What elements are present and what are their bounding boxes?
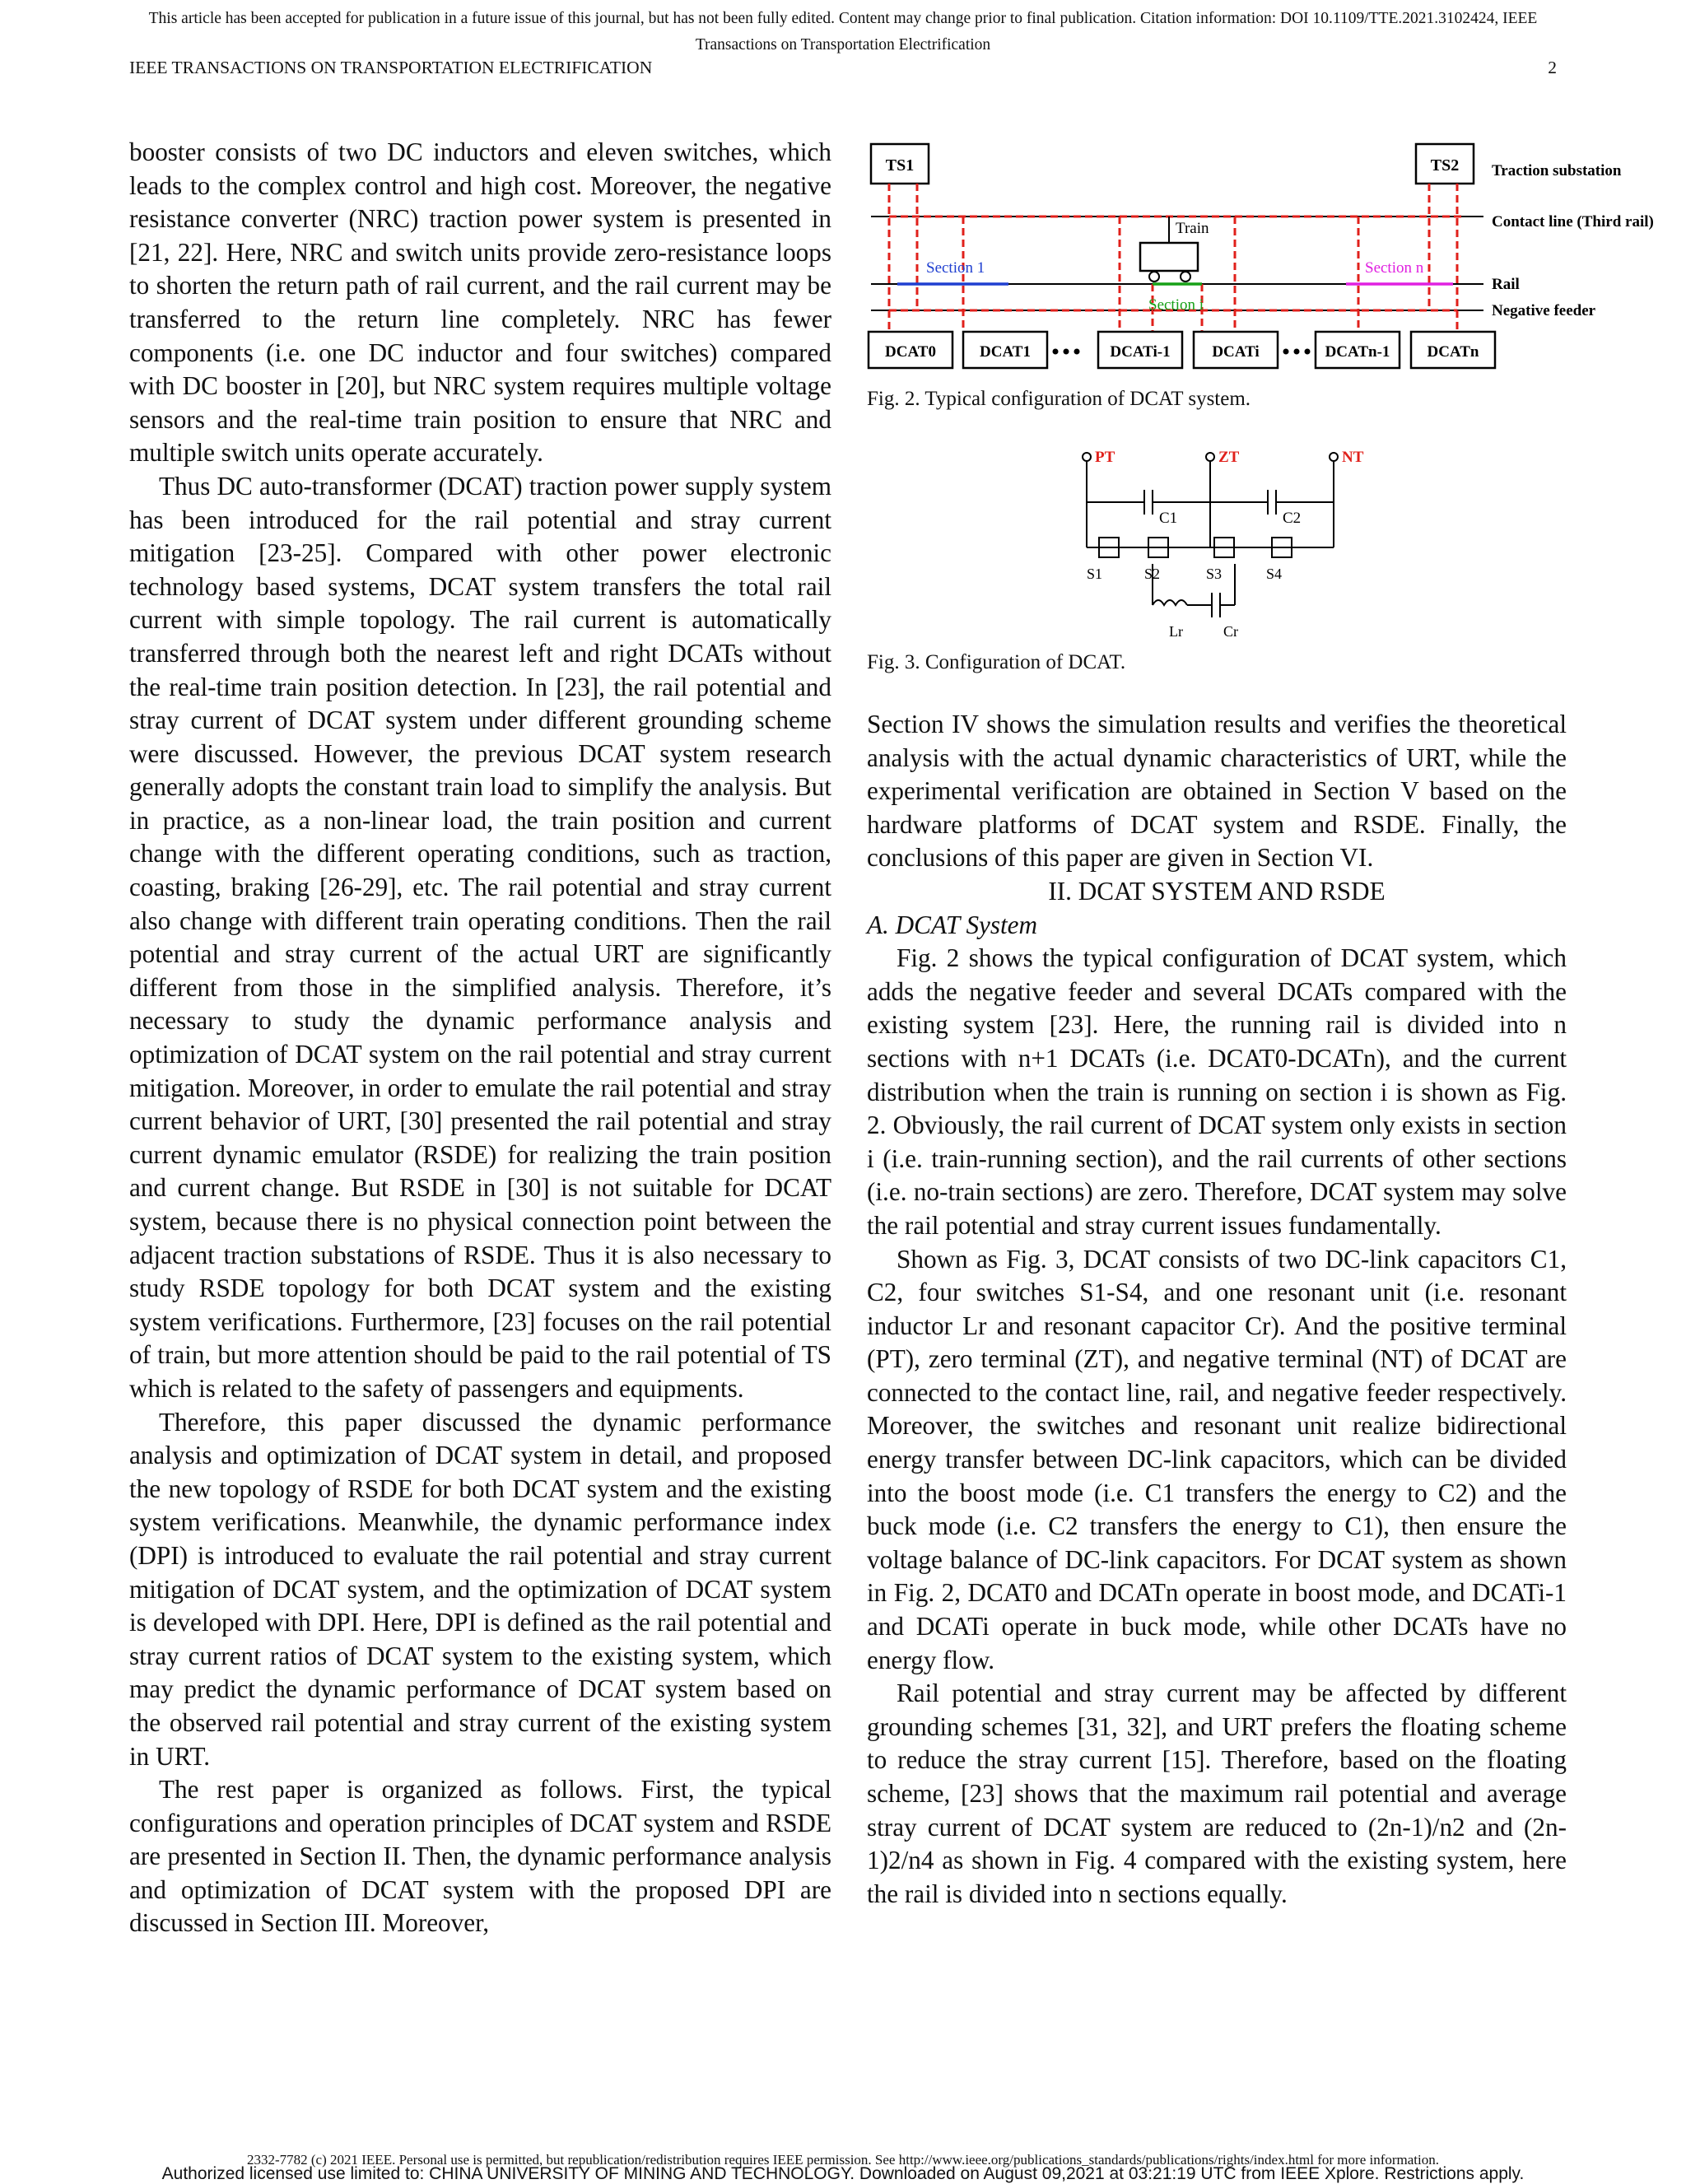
fig3-caption: Fig. 3. Configuration of DCAT.	[867, 651, 1126, 673]
contact-line-label: Contact line (Third rail)	[1492, 213, 1654, 231]
paragraph: Shown as Fig. 3, DCAT consists of two DC-link capacitors C1, C2, four switches S1-S4, and one resonant unit (i.e. resonant inductor Lr and resonant capacitor Cr). And the positive terminal (PT), zero terminal (ZT), and negative terminal (NT) of DCAT are connected to the contact line, rail, and negative feeder respectively. Moreover, the switches and resonant unit realize bidirectional energy transfer between DC-link capacitors, which can be divided into the boost mode (i.e. C1 transfers the energy to C2) and the buck mode (i.e. C2 transfers the energy to C1), then ensure the voltage balance of DC-link capacitors. For DCAT system as shown in Fig. 2, DCAT0 and DCATn operate in boost mode, and DCATi-1 and DCATi operate in buck mode, while other DCATs have no energy flow.	[867, 1244, 1567, 1674]
dcat-label: DCATn	[1427, 343, 1479, 361]
section1-label: Section 1	[926, 259, 985, 277]
dcat-row	[869, 332, 1495, 368]
subsection-title: A. DCAT System	[867, 910, 1038, 939]
paragraph: The rest paper is organized as follows. First, the typical configurations and operation principles of DCAT system and RSDE are presented in Section II. Then, the dynamic performance analysis and optimization of DCAT system with the proposed DPI are discussed in Section III. Moreover,	[129, 1775, 831, 1938]
train-label: Train	[1176, 220, 1209, 237]
sectioni-label: Section i	[1148, 296, 1204, 314]
paragraph: Thus DC auto-transformer (DCAT) traction power supply system has been introduced for the rail potential and stray current mitigation [23-25]. Compared with other power electronic technology based systems, DCAT system transfers the total rail current with simple topology. The rail current is automatically transferred through both the nearest left and right DCATs without the real-time train position detection. In [23], the rail potential and stray current of DCAT system under different grounding scheme were discussed. However, the previous DCAT system research generally adopts the constant train load to simplify the analysis. But in practice, as a non-linear load, the train position and current change with the different operating conditions, such as traction, coasting, braking [26-29], etc. The rail potential and stray current also change with different train operating conditions. Then the rail potential and stray current of the actual URT are significantly different from those in the simplified analysis. Therefore, it’s necessary to study the dynamic performance analysis and optimization of DCAT system on the rail potential and stray current mitigation. Moreover, in order to emulate the rail potential and stray current behavior of URT, [30] presented the rail potential and stray current dynamic emulator (RSDE) for realizing the train position and current change. But RSDE in [30] is not suitable for DCAT system, because there is no physical connection point between the adjacent traction substations of RSDE. Thus it is also necessary to study RSDE topology for both DCAT system and the existing system verifications. Furthermore, [23] focuses on the rail potential of train, but more attention should be paid to the rail potential of TS which is related to the safety of passengers and equipments.	[129, 471, 831, 1403]
fig3-dcat-circuit	[1062, 440, 1375, 646]
paragraph: booster consists of two DC inductors and eleven switches, which leads to the complex control and high cost. Moreover, the negative resistance converter (NRC) traction power system is presented in [21, 22]. Here, NRC and switch units provide zero-resistance loops to shorten the return path of rail current, and the rail current may be transferred to the return line completely. NRC has fewer components (i.e. one DC inductor and four switches) compared with DC booster in [20], but NRC system requires multiple voltage sensors and the real-time train position to ensure that NRC and multiple switch units operate accurately.	[129, 137, 831, 468]
footer-license: Authorized licensed use limited to: CHINA UNIVERSITY OF MINING AND TECHNOLOGY. Downloaded on August 09,2021 at 03:21:19 UTC from IEEE Xplore. Restrictions apply.	[161, 2164, 1525, 2183]
zt-label: ZT	[1218, 449, 1240, 466]
left-column	[129, 136, 831, 1940]
page-number: 2	[1548, 58, 1557, 77]
s1-label: S1	[1087, 566, 1103, 582]
dcat-label: DCATn-1	[1325, 343, 1390, 361]
sectionn-label: Section n	[1365, 259, 1424, 277]
dcat-label: DCATi	[1212, 343, 1260, 361]
footer-copyright: 2332-7782 (c) 2021 IEEE. Personal use is permitted, but republication/redistribution requires IEEE permission. See http://www.ieee.org/publications_standards/publications/rights/index.html for more information.	[246, 2152, 1439, 2168]
ts2-label: TS2	[1430, 156, 1460, 175]
dcat-label: DCAT0	[885, 343, 936, 361]
ts1-label: TS1	[885, 156, 915, 175]
journal-name: IEEE TRANSACTIONS ON TRANSPORTATION ELECTRIFICATION	[129, 58, 653, 77]
lr-label: Lr	[1169, 623, 1183, 640]
train-icon	[1140, 243, 1198, 271]
c1-label: C1	[1159, 510, 1178, 527]
nt-label: NT	[1342, 449, 1364, 466]
paragraph: Section IV shows the simulation results and verifies the theoretical analysis with the actual dynamic characteristics of URT, while the experimental verification are obtained in Section V based on the hardware platforms of DCAT system and RSDE. Finally, the conclusions of this paper are given in Section VI.	[867, 710, 1567, 873]
running-header	[129, 58, 1557, 78]
rail-label: Rail	[1492, 276, 1520, 293]
paragraph: Therefore, this paper discussed the dynamic performance analysis and optimization of DCAT system in detail, and proposed the new topology of RSDE for both DCAT system and the existing system verifications. Meanwhile, the dynamic performance index (DPI) is introduced to evaluate the rail potential and stray current mitigation of DCAT system, and the optimization of DCAT system is developed with DPI. Here, DPI is defined as the rail potential and stray current ratios of DCAT system to the existing system, which may predict the dynamic performance of DCAT system based on the observed rail potential and stray current of the existing system in URT.	[129, 1407, 831, 1771]
c2-label: C2	[1283, 510, 1302, 527]
journal-notice-line1: This article has been accepted for publication in a future issue of this journal, but has not been fully edited. Content may change prior to final publication. Citation information: DOI 10.1109/TTE.2021.3102424, IEEE	[148, 10, 1538, 27]
cr-label: Cr	[1223, 623, 1238, 640]
dcat-label: DCATi-1	[1110, 343, 1171, 361]
negative-feeder-label: Negative feeder	[1492, 302, 1596, 319]
s3-label: S3	[1206, 566, 1223, 582]
paragraph: Fig. 2 shows the typical configuration of DCAT system, which adds the negative feeder and several DCATs compared with the existing system [23]. Here, the running rail is divided into n sections with n+1 DCATs (i.e. DCAT0-DCATn), and the current distribution when the train is running on section i is shown as Fig. 2. Obviously, the rail current of DCAT system only exists in section i (i.e. train-running section), and the rail currents of other sections (i.e. no-train sections) are zero. Therefore, DCAT system may solve the rail potential and stray current issues fundamentally.	[867, 943, 1567, 1240]
paragraph: Rail potential and stray current may be affected by different grounding schemes [31, 32], and URT prefers the floating scheme to reduce the stray current [15]. Therefore, based on the floating scheme, [23] shows that the maximum rail potential and average stray current of DCAT system are reduced to (2n-1)/n2 and (2n-1)2/n4 as shown in Fig. 4 compared with the existing system, here the rail is divided into n sections equally.	[867, 1679, 1567, 1908]
right-column	[867, 708, 1567, 1911]
section-title: II. DCAT SYSTEM AND RSDE	[1048, 876, 1386, 906]
traction-substation-label: Traction substation	[1492, 162, 1622, 179]
journal-notice-line2: Transactions on Transportation Electrification	[695, 36, 991, 54]
dcat-label: DCAT1	[980, 343, 1031, 361]
s2-label: S2	[1144, 566, 1161, 582]
pt-label: PT	[1095, 449, 1115, 466]
fig2-dcat-system-diagram	[864, 136, 1654, 391]
fig2-caption: Fig. 2. Typical configuration of DCAT system.	[867, 388, 1251, 410]
s4-label: S4	[1266, 566, 1283, 582]
